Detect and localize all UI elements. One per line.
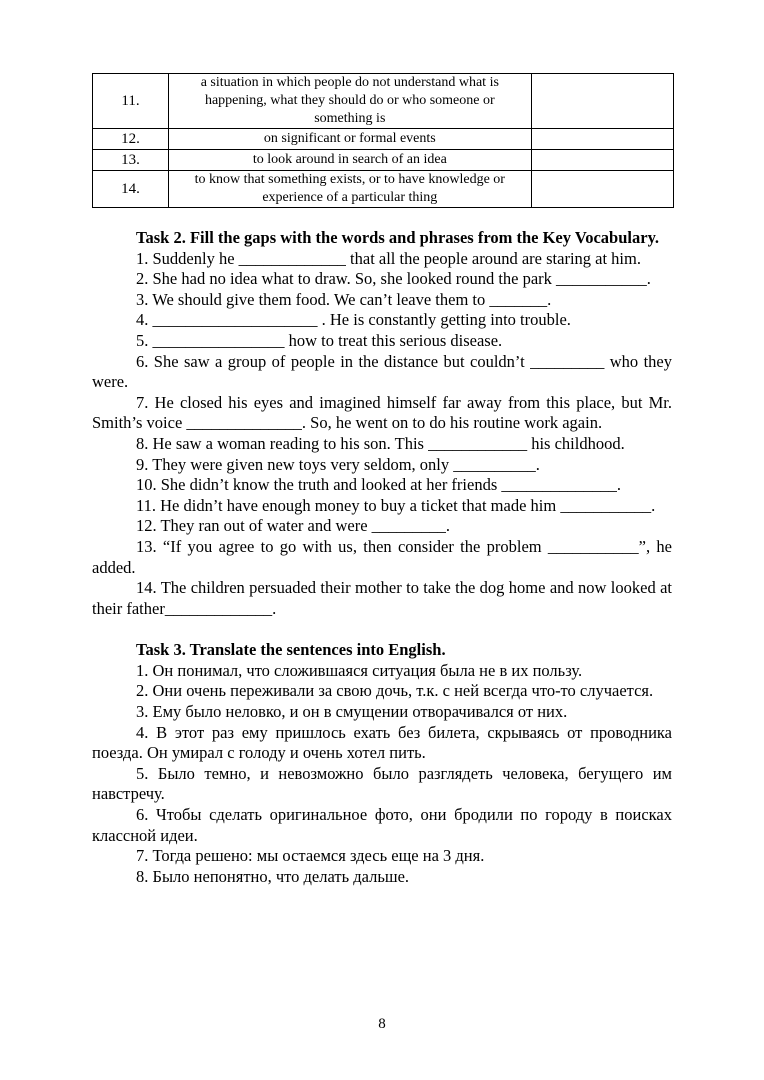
row-number: 12. (93, 129, 169, 150)
table-row (93, 171, 674, 208)
row-definition: to look around in search of an idea (168, 150, 531, 171)
row-number: 13. (93, 150, 169, 171)
row-number: 14. (93, 171, 169, 208)
task-3-sentence: 8. Было непонятно, что делать дальше. (136, 866, 410, 886)
task-2-sentence: 10. She didn’t know the truth and looked at her friends ______________. (136, 475, 622, 495)
task-3-sentence: 7. Тогда решено: мы остаемся здесь еще на 3 дня. (136, 846, 485, 866)
task-3-sentence: 1. Он понимал, что сложившаяся ситуация была не в их пользу. (136, 660, 583, 680)
task-3-title: Task 3. Translate the sentences into English. (136, 640, 446, 660)
task-2-sentence: 4. ____________________ . He is constantly getting into trouble. (136, 310, 571, 330)
task-2-sentence: 3. We should give them food. We can’t leave them to _______. (136, 289, 552, 309)
task-2-sentence: 13. “If you agree to go with us, then consider the problem ___________”, he added. (92, 536, 672, 577)
table-row (93, 74, 674, 129)
task-3-sentence: 3. Ему было неловко, и он в смущении отворачивался от них. (136, 702, 568, 722)
task-3-sentence: 5. Было темно, и невозможно было разглядеть человека, бегущего им навстречу. (92, 763, 672, 804)
row-definition: on significant or formal events (168, 129, 531, 150)
row-definition: to know that something exists, or to have knowledge or experience of a particular thing (168, 171, 531, 208)
task-2-sentence: 6. She saw a group of people in the distance but couldn’t _________ who they were. (92, 351, 672, 392)
table-row (93, 129, 674, 150)
row-number: 11. (93, 74, 169, 129)
task-2-sentence: 8. He saw a woman reading to his son. This ____________ his childhood. (136, 433, 625, 453)
row-answer-cell[interactable] (531, 171, 673, 208)
task-2-section (92, 228, 672, 619)
task-2-sentence: 2. She had no idea what to draw. So, she looked round the park ___________. (136, 269, 651, 289)
task-2-sentence: 5. ________________ how to treat this serious disease. (136, 330, 503, 350)
row-answer-cell[interactable] (531, 74, 673, 129)
vocabulary-table (92, 73, 674, 208)
page-number: 8 (378, 1016, 386, 1032)
row-definition: a situation in which people do not understand what is happening, what they should do or who someone or something is (168, 74, 531, 129)
task-3-section (92, 640, 672, 887)
task-2-sentence: 11. He didn’t have enough money to buy a ticket that made him ___________. (136, 495, 656, 515)
task-3-sentence: 2. Они очень переживали за свою дочь, т.к. с ней всегда что-то случается. (136, 681, 654, 701)
task-2-sentence: 1. Suddenly he _____________ that all the people around are staring at him. (136, 248, 641, 268)
task-2-sentence: 12. They ran out of water and were _________. (136, 516, 451, 536)
page-content (92, 73, 672, 887)
task-2-sentence: 14. The children persuaded their mother to take the dog home and now looked at their father_____________. (92, 578, 672, 618)
task-2-title: Task 2. Fill the gaps with the words and phrases from the Key Vocabulary. (136, 228, 660, 247)
table-row (93, 150, 674, 171)
task-2-sentence: 7. He closed his eyes and imagined himself far away from this place, but Mr. Smith’s voice ______________. So, he went on to do his routine work again. (92, 392, 672, 433)
task-3-sentence: 4. В этот раз ему пришлось ехать без билета, скрываясь от проводника поезда. Он умирал с голоду и очень хотел пить. (92, 722, 672, 763)
row-answer-cell[interactable] (531, 150, 673, 171)
row-answer-cell[interactable] (531, 129, 673, 150)
task-2-sentence: 9. They were given new toys very seldom, only __________. (136, 454, 540, 474)
task-3-sentence: 6. Чтобы сделать оригинальное фото, они бродили по городу в поисках классной идеи. (92, 805, 672, 845)
